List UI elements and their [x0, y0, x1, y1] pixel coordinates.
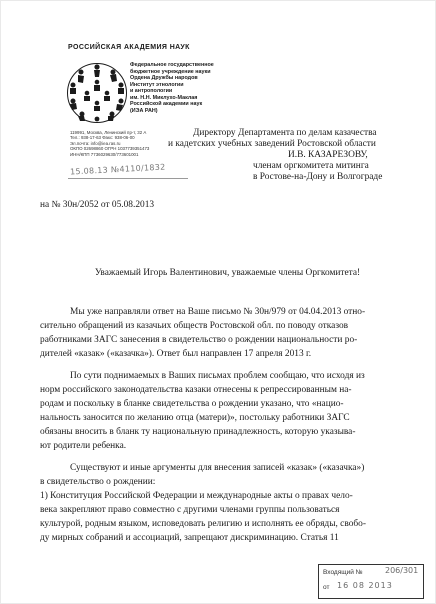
addressee-line: членам оргкомитета митинга: [253, 161, 369, 171]
body-line: века закрепляют право совместно с другими членами группы пользоваться: [40, 505, 340, 515]
body-line: По сути поднимаемых в Ваших письмах проблем сообщаю, что исходя из: [70, 371, 365, 381]
stamp-from-label: от: [323, 584, 330, 591]
contact-line: ИНН/КПП 7736029630/773601001: [70, 151, 139, 157]
addressee-line: И.В. КАЗАРЕЗОВУ,: [288, 150, 368, 160]
reference-line: на № 30н/2052 от 05.08.2013: [40, 200, 155, 210]
org-line: и антропологии: [130, 88, 173, 94]
org-line: Федеральное государственное: [130, 62, 214, 68]
salutation: Уважаемый Игорь Валентинович, уважаемые члены Оргкомитета!: [94, 268, 361, 278]
org-contacts: [70, 130, 160, 157]
body-line: культурой, родным языком, исповедовать религию и исполнять ее обряды, свобо-: [40, 519, 366, 529]
body-line: в свидетельство о рождении:: [40, 477, 156, 487]
contact-line: Эл.почта: info@iea.ras.ru: [70, 140, 121, 146]
org-line: бюджетное учреждение науки: [130, 68, 211, 75]
body-line: ду мирных собраний и ассоциаций, запрещают дискриминацию. Статья 11: [40, 533, 339, 543]
org-line: (ИЭА РАН): [130, 107, 158, 114]
body-line: Мы уже направляли ответ на Ваше письмо № 30н/979 от 04.04.2013 отно-: [70, 307, 366, 317]
outgoing-number-handwritten: 15.08.13 №4110/1832: [69, 162, 166, 177]
body-line: обязаны вносить в бланк ту национальную принадлежность, которую указыва-: [40, 427, 356, 437]
org-title: РОССИЙСКАЯ АКАДЕМИЯ НАУК: [68, 44, 190, 51]
body-line: 1) Конституция Российской Федерации и международные акты о правах чело-: [40, 491, 353, 501]
body-line: Существуют и иные аргументы для внесения записей «казак» («казачка»): [70, 463, 365, 473]
body-line: родам и поскольку в бланке свидетельства о рождении указано, что «нацио-: [40, 399, 344, 409]
body-line: работниками ЗАГС занесения в свидетельство о рождении национальности ро-: [40, 335, 358, 345]
org-name-block: [130, 62, 242, 114]
body-line: дителей «казак» («казачка»). Ответ был направлен 17 апреля 2013 г.: [40, 349, 312, 359]
addressee-line: Директору Департамента по делам казачества: [193, 128, 377, 138]
stamp-incoming-label: Входящий №: [323, 569, 363, 576]
contact-line: ОКПО 02698860 ОГРН 1037739351473: [70, 146, 150, 152]
body-line: нальность заносится по желанию отца (матери)», постольку работники ЗАГС: [40, 413, 350, 423]
org-line: Институт этнологии: [130, 81, 184, 88]
incoming-stamp: [318, 564, 424, 599]
body-line: норм российского законодательства казаки отнесены к репрессированным на-: [40, 385, 352, 395]
letter-body: [40, 305, 410, 545]
stamp-incoming-number: 206/301: [385, 566, 419, 575]
addressee-block: [168, 128, 423, 183]
body-line: сительно обращений из казачьих обществ Ростовской обл. по поводу отказов: [40, 321, 349, 331]
contact-line: Тел.: 938-17-63 Факс: 938-06-00: [70, 135, 135, 141]
addressee-line: и кадетских учебных заведений Ростовской области: [168, 139, 376, 149]
academy-logo: [66, 62, 128, 124]
org-line: Российской академии наук: [130, 101, 203, 107]
org-line: им. Н.Н. Миклухо-Маклая: [130, 94, 198, 101]
contact-line: 119991, Москва, Ленинский пр-т, 32 А: [70, 130, 147, 135]
body-line: ют родители ребенка.: [40, 441, 127, 451]
stamp-date: 16 08 2013: [337, 581, 393, 590]
addressee-line: в Ростове-на-Дону и Волгограде: [253, 172, 383, 182]
org-line: Ордена Дружбы народов: [130, 75, 198, 81]
